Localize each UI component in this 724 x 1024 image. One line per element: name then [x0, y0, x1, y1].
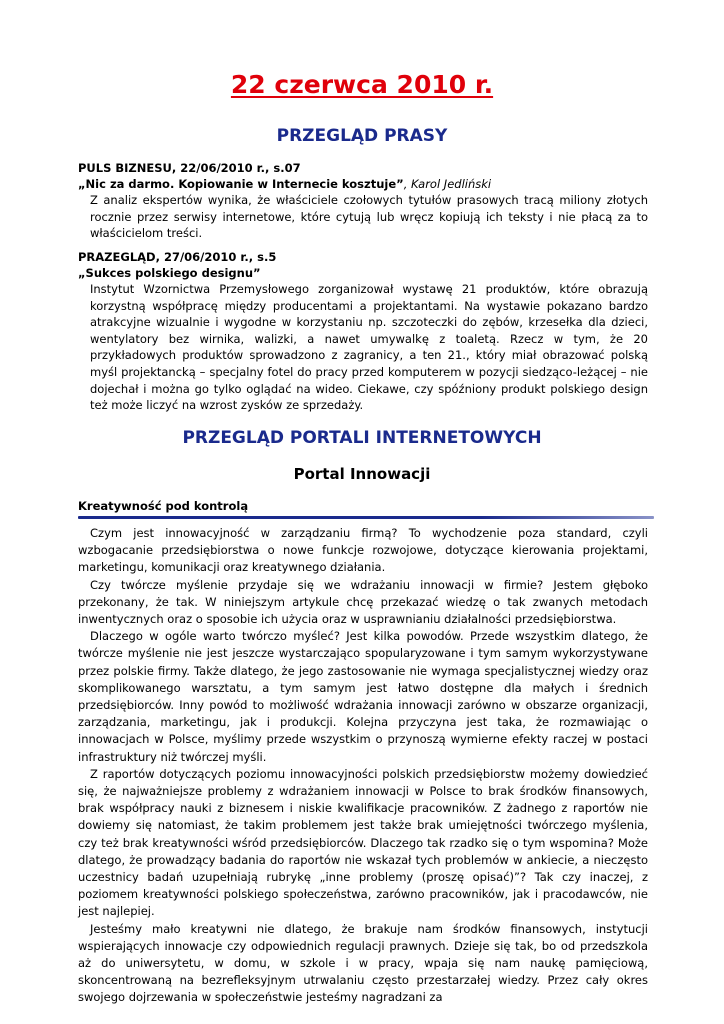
portal-name: Portal Innowacji: [293, 465, 431, 483]
article-title: Kreatywność pod kontrolą: [78, 499, 249, 513]
date-title: 22 czerwca 2010 r.: [230, 70, 494, 99]
press-author: , Karol Jedliński: [403, 177, 492, 191]
press-source: PRAZEGLĄD, 27/06/2010 r., s.5: [78, 250, 277, 264]
portal-review-heading: PRZEGLĄD PORTALI INTERNETOWYCH: [182, 428, 542, 448]
article-divider: [78, 516, 654, 519]
article-paragraph: Z raportów dotyczących poziomu innowacyjności polskich przedsiębiorstw możemy dowiedzieć się, że najważniejsze problemy z wdrażaniem innowacji w Polsce to brak środków finansowych, brak współpracy nauki z biznesem i niskie kwalifikacje pracowników. Z żadnego z raportów nie dowiemy się natomiast, że takim problemem jest także brak umiejętności twórczego myślenia, czy też brak kreatywności wśród przedsiębiorców. Dlaczego tak rzadko się o tym wspomina? Może dlatego, że prowadzący badania do raportów nie wskazał tych problemów w ankiecie, a nieczęsto uczestnicy badań uzupełniają rubrykę „inne problemy (proszę opisać)”? Tak czy inaczej, z poziomem kreatywności polskiego społeczeństwa, zarówno pracowników, jak i pracodawców, nie jest najlepiej.: [78, 766, 648, 919]
press-headline: [78, 176, 648, 192]
press-review-heading: PRZEGLĄD PRASY: [276, 126, 448, 146]
press-item: [78, 160, 648, 242]
article-body: [78, 525, 648, 1007]
press-source: PULS BIZNESU, 22/06/2010 r., s.07: [78, 161, 301, 175]
press-body: Z analiz ekspertów wynika, że właściciele czołowych tytułów prasowych tracą miliony złotych rocznie przez serwisy internetowe, które cytują lub wręcz kopiują ich teksty i nie płacą za to właścicielom treści.: [90, 193, 648, 241]
article-paragraph: Czym jest innowacyjność w zarządzaniu firmą? To wychodzenie poza standard, czyli wzbogacanie przedsiębiorstwa o nowe funkcje rozwojowe, dotyczące kierowania projektami, marketingu, komunikacji oraz kreatywnego działania.: [78, 526, 648, 575]
press-headline: [78, 265, 648, 281]
article-paragraph: Dlaczego w ogóle warto twórczo myśleć? Jest kilka powodów. Przede wszystkim dlatego, że twórcze myślenie nie jest jeszcze wystarczająco spopularyzowane i tym samym wykorzystywane przez polskie firmy. Także dlatego, że jego zastosowanie nie wymaga specjalistycznej wiedzy oraz skomplikowanego warsztatu, a tym samym jest łatwo dostępne dla małych i średnich przedsiębiorców. Inny powód to możliwość wdrażania innowacji zarówno w obszarze organizacji, zarządzania, marketingu, jak i produkcji. Kolejna przyczyna jest taka, że rozmawiając o innowacjach w Polsce, myślimy przede wszystkim o przynoszą wymierne efekty raczej w postaci infrastruktury niż twórczej myśli.: [78, 629, 648, 764]
article-paragraph: Czy twórcze myślenie przydaje się we wdrażaniu innowacji w firmie? Jestem głęboko przekonany, że tak. W niniejszym artykule chcę przekazać wiedzę o tak zwanych metodach inwentycznych oraz o sposobie ich użycia oraz w usprawnianiu działalności przedsiębiorstwa.: [78, 577, 648, 627]
press-item: [78, 249, 648, 414]
article-paragraph: Jesteśmy mało kreatywni nie dlatego, że brakuje nam środków finansowych, instytucji wspierających innowacje czy odpowiednich regulacji prawnych. Dzieje się tak, bo od przedszkola aż do uniwersytetu, w domu, w szkole i w pracy, wpaja się nam naukę pamięciową, skoncentrowaną na bezrefleksyjnym utrwalaniu często przestarzałej wiedzy. Przez cały okres swojego dojrzewania w społeczeństwie jesteśmy nagradzani za: [78, 921, 648, 1005]
press-body: Instytut Wzornictwa Przemysłowego zorganizował wystawę 21 produktów, które obrazują korzystną współpracę między producentami a projektantami. Na wystawie pokazano bardzo atrakcyjne wizualnie i wygodne w korzystaniu np. szczoteczki do zębów, krzesełka dla dzieci, wentylatory bez wirnika, walizki, a nawet umywalkę z toaletą. Rzecz w tym, że 20 przykładowych produktów sprowadzono z zagranicy, a ten 21., który miał obrazować polską myśl projektancką – specjalny fotel do pracy przed komputerem w pozycji siedząco-leżącej – nie dojechał i można go tylko oglądać na wideo. Ciekawe, czy spóźniony produkt polskiego design też może liczyć na wzrost zysków ze sprzedaży.: [90, 282, 648, 413]
press-headline-text: „Sukces polskiego designu”: [78, 266, 261, 280]
press-headline-text: „Nic za darmo. Kopiowanie w Internecie kosztuje”: [78, 177, 404, 191]
